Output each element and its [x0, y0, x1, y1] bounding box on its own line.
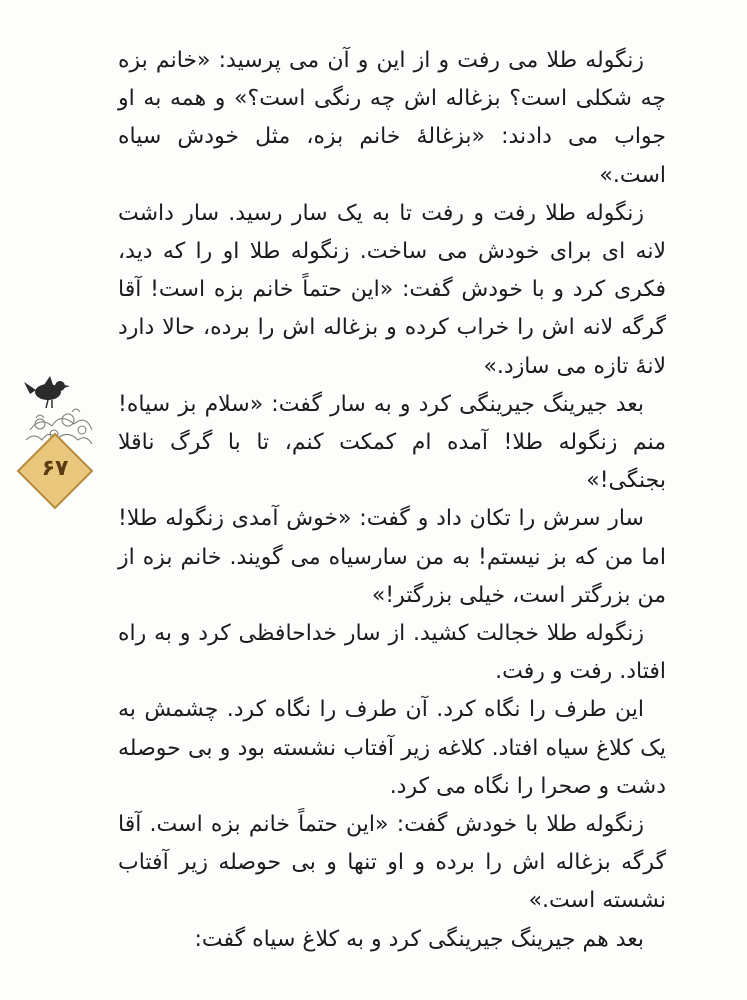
paragraph-6: این طرف را نگاه کرد. آن طرف را نگاه کرد. چشمش به یک کلاغ سیاه افتاد. کلاغه زیر آفتاب نشسته بود و بی حوصله دشت و صحرا را نگاه می کرد. — [118, 697, 666, 799]
paragraph-7: زنگوله طلا با خودش گفت: «این حتماً خانم بزه است. آقا گرگه بزغاله اش را برده و او تنها و بی حوصله زیر آفتاب نشسته است.» — [118, 812, 666, 914]
page-number: ۶۷ — [41, 456, 69, 481]
paragraph-3: بعد جیرینگ جیرینگی کرد و به سار گفت: «سلام بز سیاه! منم زنگوله طلا! آمده ام کمکت کنم، تا با گرگ ناقلا بجنگی!» — [118, 391, 666, 494]
bird-icon — [24, 376, 70, 408]
story-text — [118, 42, 666, 959]
paragraph-4: سار سرش را تکان داد و گفت: «خوش آمدی زنگوله طلا! اما من که بز نیستم! به من سارسیاه می گویند. خانم بزه از من بزرگتر است، خیلی بزرگتر!» — [118, 506, 666, 608]
paragraph-1: زنگوله طلا می رفت و از این و آن می پرسید: «خانم بزه چه شکلی است؟ بزغاله اش چه رنگی است؟» و همه به او جواب می دادند: «بزغالهٔ خانم بزه، مثل خودش سیاه است.» — [118, 48, 666, 188]
paragraph-5: زنگوله طلا خجالت کشید. از سار خداحافظی کرد و به راه افتاد. رفت و رفت. — [118, 621, 666, 685]
paragraph-2: زنگوله طلا رفت و رفت تا به یک سار رسید. سار داشت لانه ای برای خودش می ساخت. زنگوله طلا او را که دید، فکری کرد و با خودش گفت: «این حتماً خانم بزه است! آقا گرگه لانه اش را خراب کرده و بزغاله اش را برده، حالا دارد لانهٔ تازه می سازد.» — [118, 200, 666, 379]
paragraph-8: بعد هم جیرینگ جیرینگی کرد و به کلاغ سیاه گفت: — [194, 926, 644, 952]
